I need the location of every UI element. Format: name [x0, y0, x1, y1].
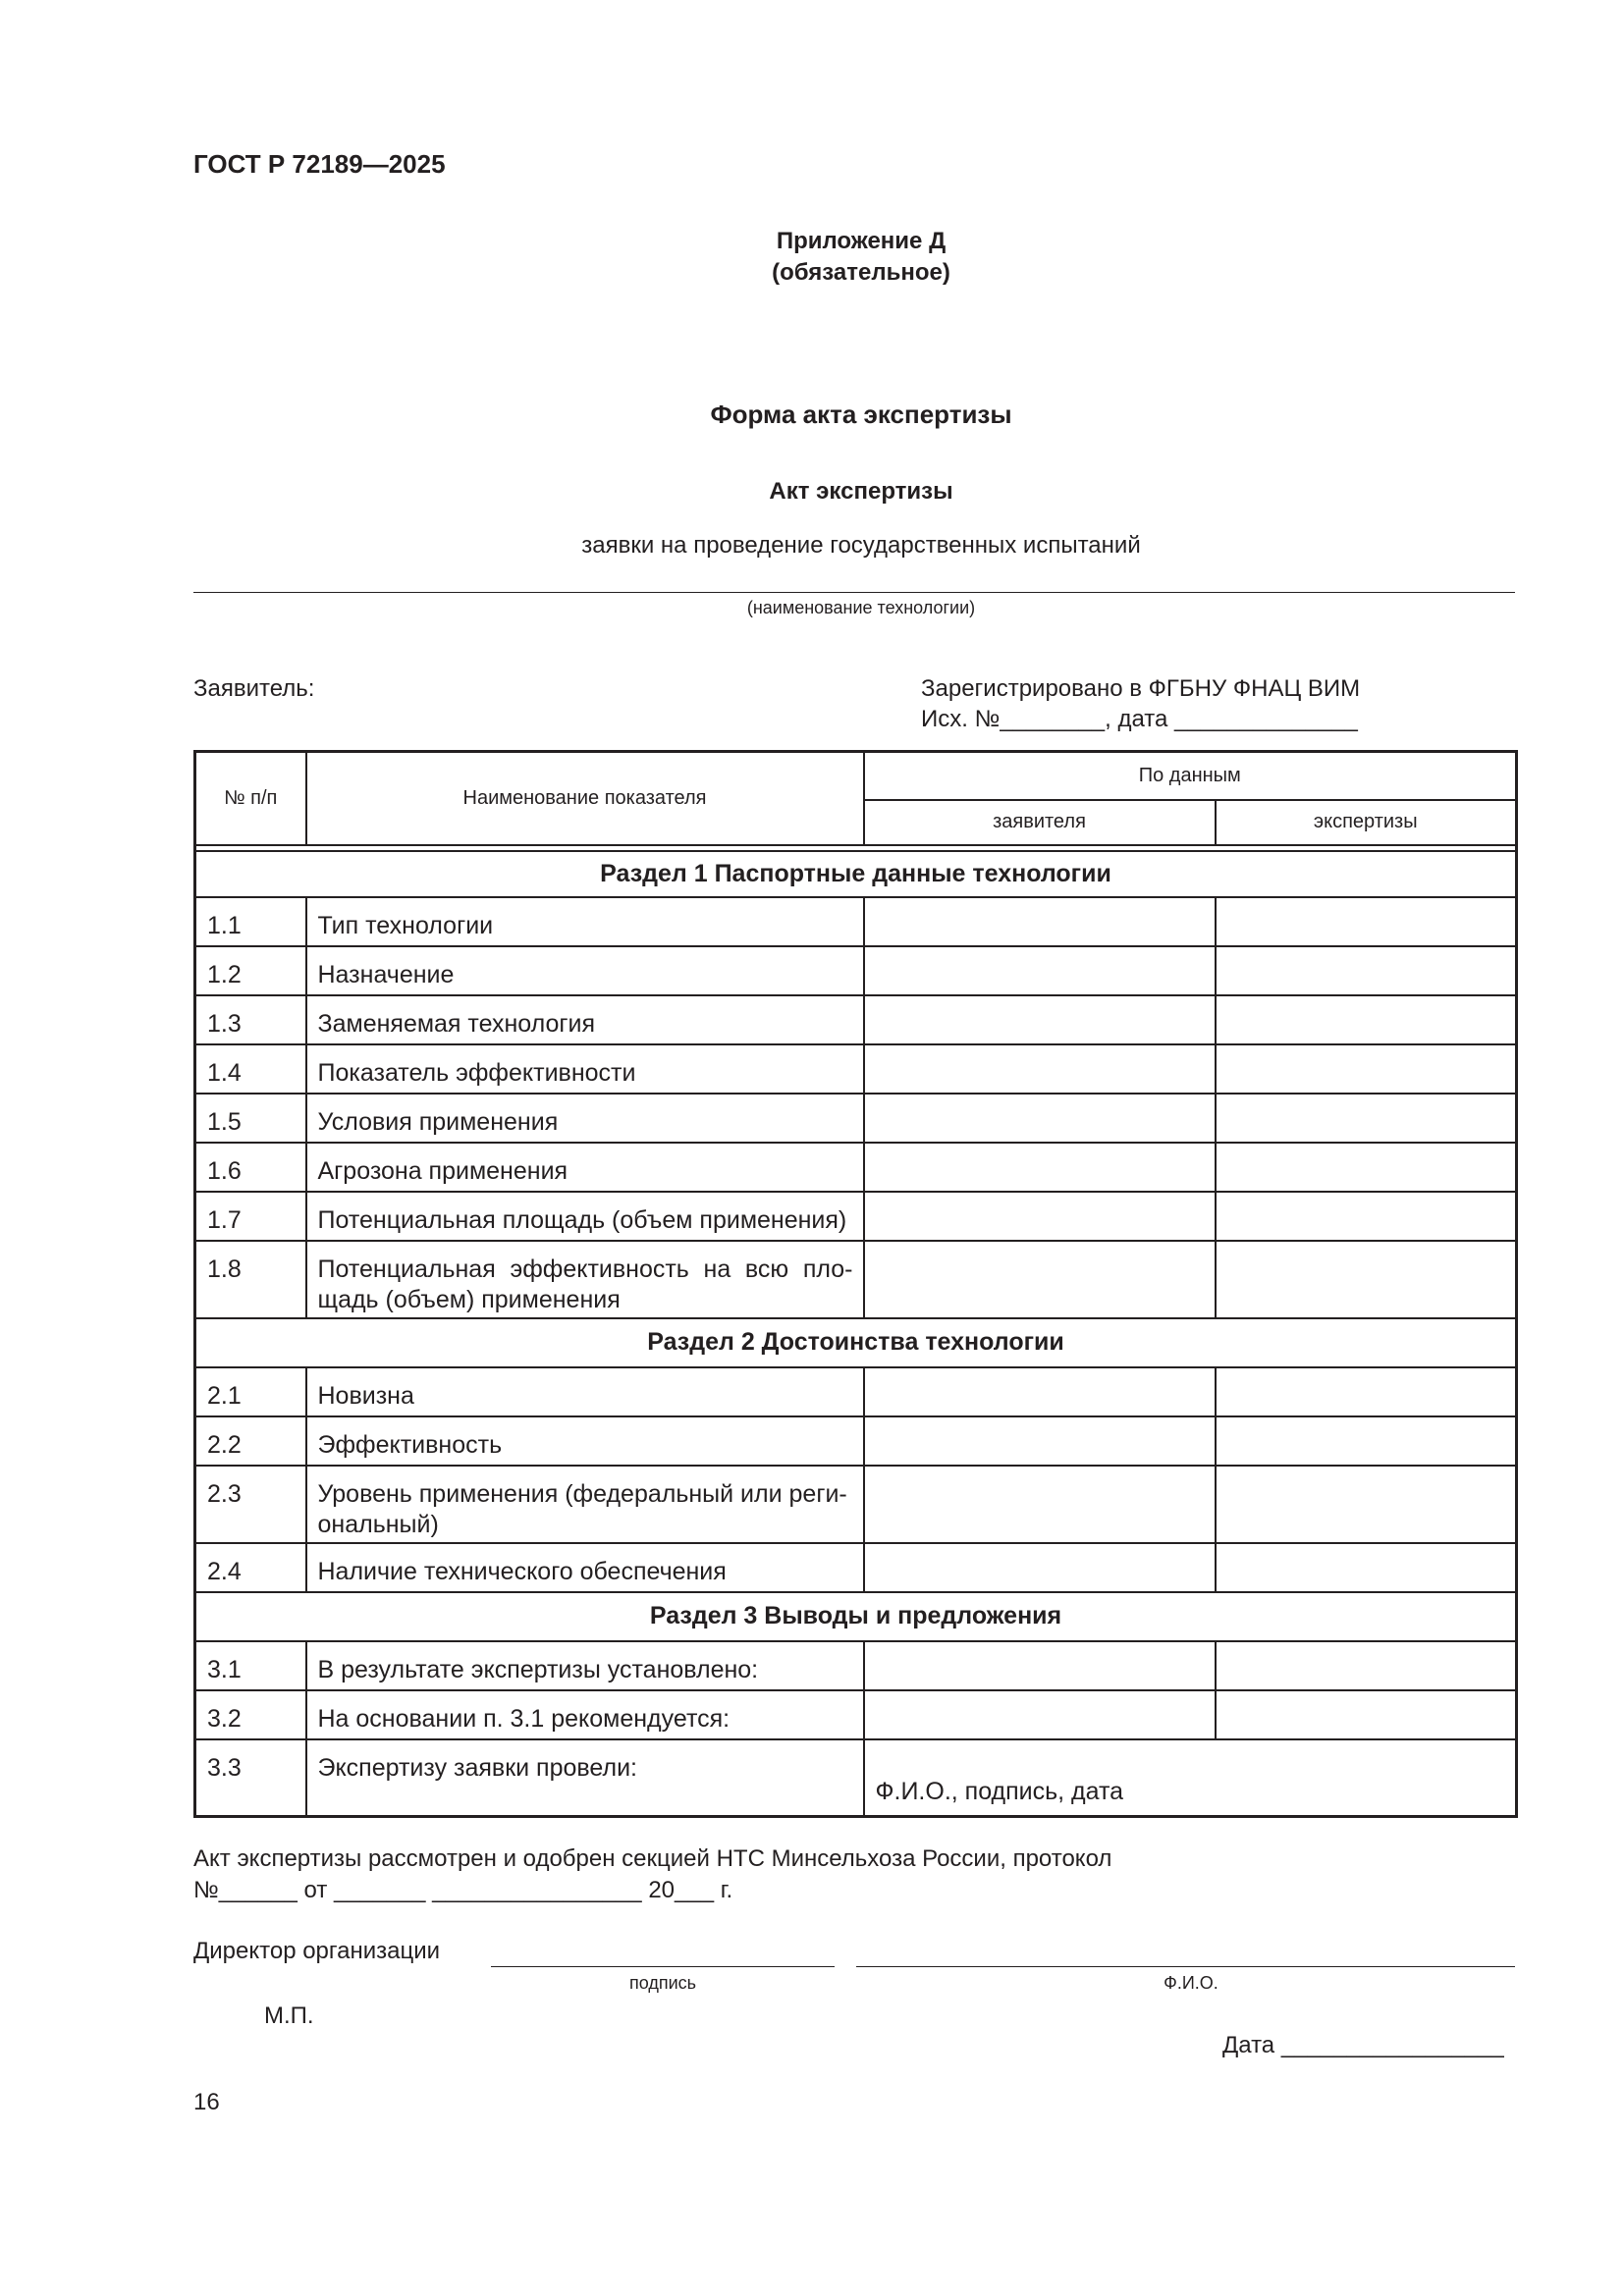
table-row: [195, 1543, 1517, 1592]
table-row: [195, 1094, 1517, 1143]
table-row: [195, 946, 1517, 995]
table-row: [195, 1466, 1517, 1543]
header-name-cell: [306, 752, 864, 845]
director-label: Директор организации: [193, 1938, 441, 1964]
applicant-value-cell[interactable]: [864, 1044, 1216, 1094]
row-number: 2.3: [195, 1466, 306, 1543]
row-number: 2.4: [195, 1543, 306, 1592]
row-number: 1.6: [195, 1143, 306, 1192]
header-expertise: экспертизы: [1313, 811, 1418, 832]
row-name: Назначение: [306, 946, 864, 995]
expertise-value-cell[interactable]: [1216, 946, 1517, 995]
header-applicant-cell: [864, 800, 1216, 845]
table-row: [195, 1641, 1517, 1690]
row-name: Экспертизу заявки провели:: [306, 1739, 864, 1817]
row-name: Наличие технического обеспечения: [306, 1543, 864, 1592]
row-number: 3.3: [195, 1739, 306, 1817]
row-number: 1.1: [195, 897, 306, 946]
registration-line-2: Исх. №________, дата ______________: [921, 706, 1358, 732]
table-row: [195, 897, 1517, 946]
table-row: [195, 995, 1517, 1044]
page-number: 16: [193, 2089, 220, 2115]
technology-name-line: [193, 592, 1515, 593]
registration-line-1: Зарегистрировано в ФГБНУ ФНАЦ ВИМ: [921, 675, 1361, 702]
row-name: Показатель эффективности: [306, 1044, 864, 1094]
section-row: [195, 1318, 1517, 1367]
act-subtitle: заявки на проведение государственных испытаний: [581, 532, 1141, 559]
row-number: 1.7: [195, 1192, 306, 1241]
appendix-title: Приложение Д: [776, 228, 947, 254]
row-name: Заменяемая технология: [306, 995, 864, 1044]
row-number: 2.1: [195, 1367, 306, 1416]
row-name: Уровень применения (федеральный или реги-ональный): [306, 1466, 864, 1543]
expertise-value-cell[interactable]: [1216, 1543, 1517, 1592]
row-name: Потенциальная эффективность на всю пло-щадь (объем) применения: [306, 1241, 864, 1318]
row-name: Эффективность: [306, 1416, 864, 1466]
row-number: 1.3: [195, 995, 306, 1044]
applicant-value-cell[interactable]: [864, 1641, 1216, 1690]
table-row: [195, 1044, 1517, 1094]
row-number: 3.2: [195, 1690, 306, 1739]
table-row: [195, 1739, 1517, 1817]
expertise-value-cell[interactable]: [1216, 1094, 1517, 1143]
section-title: Раздел 3 Выводы и предложения: [649, 1602, 1062, 1629]
expertise-value-cell[interactable]: [1216, 1416, 1517, 1466]
row-name: Агрозона применения: [306, 1143, 864, 1192]
applicant-value-cell[interactable]: [864, 1192, 1216, 1241]
row-number: 1.4: [195, 1044, 306, 1094]
act-title: Акт экспертизы: [769, 478, 953, 505]
approval-line-1: Акт экспертизы рассмотрен и одобрен секцией НТС Минсельхоза России, протокол: [193, 1845, 1112, 1872]
row-number: 3.1: [195, 1641, 306, 1690]
applicant-value-cell[interactable]: [864, 1466, 1216, 1543]
signature-caption: подпись: [628, 1973, 697, 1993]
table-row: [195, 1192, 1517, 1241]
header-group-cell: [864, 752, 1517, 800]
technology-name-caption: (наименование технологии): [746, 598, 976, 617]
expertise-value-cell[interactable]: [1216, 1367, 1517, 1416]
row-number: 1.8: [195, 1241, 306, 1318]
row-name: В результате экспертизы установлено:: [306, 1641, 864, 1690]
applicant-value-cell[interactable]: [864, 1543, 1216, 1592]
applicant-value-cell[interactable]: [864, 1143, 1216, 1192]
row-name: Новизна: [306, 1367, 864, 1416]
fio-line[interactable]: [856, 1966, 1515, 1967]
table-row: [195, 1143, 1517, 1192]
row-name: Тип технологии: [306, 897, 864, 946]
row-number: 2.2: [195, 1416, 306, 1466]
header-num: № п/п: [224, 786, 278, 809]
row-name: Условия применения: [306, 1094, 864, 1143]
stamp-label: М.П.: [264, 2002, 314, 2029]
approval-line-2: №______ от _______ ________________ 20___ г.: [193, 1877, 733, 1903]
expertise-value-cell[interactable]: [1216, 1192, 1517, 1241]
expertise-value-cell[interactable]: [1216, 1690, 1517, 1739]
expertise-value-cell[interactable]: [1216, 1143, 1517, 1192]
applicant-value-cell[interactable]: [864, 1367, 1216, 1416]
applicant-label: Заявитель:: [193, 675, 315, 702]
date-label: Дата _________________: [1222, 2032, 1504, 2058]
table-row: [195, 1690, 1517, 1739]
section-row: [195, 851, 1517, 897]
header-expertise-cell: [1216, 800, 1517, 845]
appendix-status: (обязательное): [772, 259, 950, 286]
row-name: На основании п. 3.1 рекомендуется:: [306, 1690, 864, 1739]
header-name: Наименование показателя: [462, 786, 707, 809]
header-num-cell: [195, 752, 306, 845]
section-row: [195, 1592, 1517, 1641]
applicant-value-cell[interactable]: [864, 1094, 1216, 1143]
form-title: Форма акта экспертизы: [710, 400, 1012, 429]
applicant-value-cell[interactable]: [864, 1416, 1216, 1466]
expertise-value-cell[interactable]: [1216, 1466, 1517, 1543]
applicant-value-cell[interactable]: [864, 897, 1216, 946]
table-row: [195, 1416, 1517, 1466]
table-row: [195, 1367, 1517, 1416]
row-number: 1.2: [195, 946, 306, 995]
applicant-value-cell[interactable]: [864, 946, 1216, 995]
expertise-value-cell[interactable]: [1216, 897, 1517, 946]
signature-line[interactable]: [491, 1966, 835, 1967]
standard-designation: ГОСТ Р 72189—2025: [193, 149, 446, 179]
applicant-value-cell[interactable]: [864, 1690, 1216, 1739]
applicant-value-cell[interactable]: [864, 995, 1216, 1044]
fio-caption: Ф.И.О.: [1164, 1973, 1218, 1993]
expert-signature-caption: Ф.И.О., подпись, дата: [875, 1778, 1124, 1805]
expertise-table: [193, 750, 1518, 1818]
expertise-value-cell[interactable]: [1216, 1044, 1517, 1094]
row-name: Потенциальная площадь (объем применения): [306, 1192, 864, 1241]
expertise-value-cell[interactable]: [1216, 1241, 1517, 1318]
section-title: Раздел 1 Паспортные данные технологии: [600, 859, 1111, 887]
section-title: Раздел 2 Достоинства технологии: [647, 1328, 1064, 1356]
header-applicant: заявителя: [993, 811, 1086, 832]
expertise-value-cell[interactable]: [1216, 1641, 1517, 1690]
header-group: По данным: [1138, 764, 1241, 786]
table-row: [195, 1241, 1517, 1318]
row-number: 1.5: [195, 1094, 306, 1143]
expertise-value-cell[interactable]: [1216, 995, 1517, 1044]
applicant-value-cell[interactable]: [864, 1241, 1216, 1318]
expert-signature-cell[interactable]: [864, 1739, 1517, 1817]
